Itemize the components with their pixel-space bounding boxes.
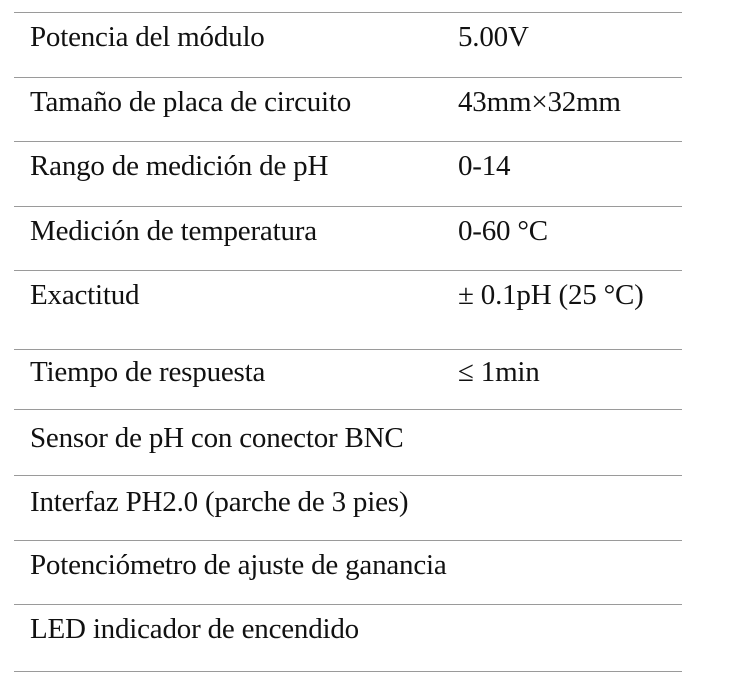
spec-value: 5.00V xyxy=(458,21,529,53)
feature-row xyxy=(14,540,682,605)
feature-label: LED indicador de encendido xyxy=(30,613,359,645)
table-row xyxy=(14,270,682,349)
spec-label: Potencia del módulo xyxy=(30,21,265,53)
spec-label: Tiempo de respuesta xyxy=(30,356,266,388)
spec-label: Rango de medición de pH xyxy=(30,150,329,182)
spec-label: Tamaño de placa de circuito xyxy=(30,85,352,118)
spec-table xyxy=(14,12,682,672)
spec-value: ± 0.1pH (25 °C) xyxy=(458,279,644,311)
table-row xyxy=(14,206,682,271)
feature-row xyxy=(14,604,682,672)
spec-value: 43mm×32mm xyxy=(458,85,621,118)
feature-row xyxy=(14,475,682,540)
spec-label: Medición de temperatura xyxy=(30,214,317,247)
spec-value: 0-14 xyxy=(458,150,511,182)
table-row xyxy=(14,12,682,77)
feature-label: Interfaz PH2.0 (parche de 3 pies) xyxy=(30,486,409,518)
feature-label: Potenciómetro de ajuste de ganancia xyxy=(30,548,447,581)
table-row xyxy=(14,141,682,206)
spec-value: 0-60 °C xyxy=(458,214,548,247)
spec-value: ≤ 1min xyxy=(458,356,540,388)
table-row xyxy=(14,349,682,409)
spec-label: Exactitud xyxy=(30,279,140,311)
table-row xyxy=(14,77,682,142)
feature-label: Sensor de pH con conector BNC xyxy=(30,422,404,454)
feature-row xyxy=(14,409,682,475)
